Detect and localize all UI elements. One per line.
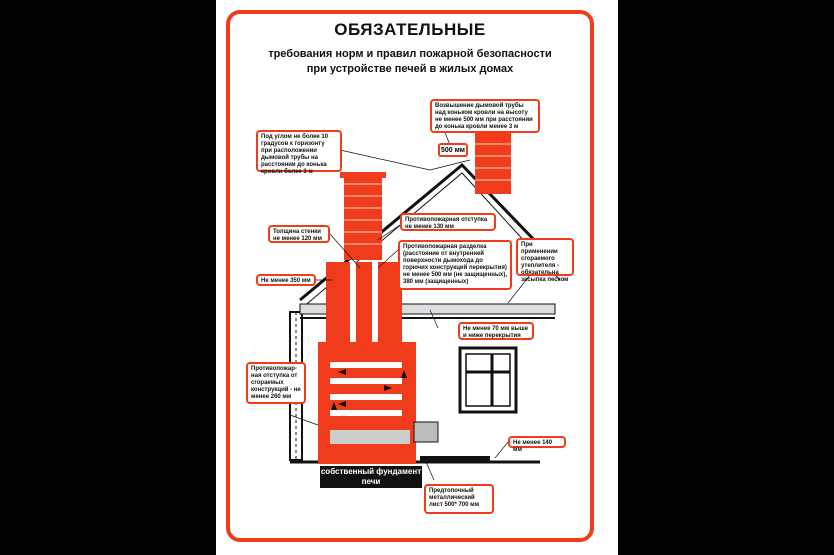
chimney-upper: [344, 172, 382, 260]
metal-sheet: [420, 456, 490, 462]
label-chimney-height: Возвышение дымовой трубы над коньком кровли на высоту не менее 500 мм при расстоянии до конька кровли менее 3 м: [430, 99, 540, 133]
label-angle: Под углом не более 10 градусов к горизонту при расположении дымовой трубы на расстоянии до конька кровли более 3 м: [256, 130, 342, 172]
poster-subtitle-1: требования норм и правил пожарной безопасности: [268, 48, 552, 60]
chimney-right: [475, 132, 511, 194]
poster-title: ОБЯЗАТЕЛЬНЫЕ: [334, 20, 486, 39]
label-fire-gap-130: Противопожарная отступка не менее 130 мм: [400, 213, 496, 231]
label-dim-500: 500 мм: [438, 143, 468, 157]
label-flap: При применении сгораемого утеплителя - обязательна засыпка песком: [516, 238, 574, 276]
poster-subtitle-2: при устройстве печей в жилых домах: [306, 63, 514, 75]
label-metal-sheet: Предтопочный металлический лист 500* 700 мм: [424, 484, 494, 514]
stove-door: [414, 422, 438, 442]
stove-body: [318, 342, 416, 464]
label-wall-120: Толщина стенки не менее 120 мм: [268, 225, 330, 243]
label-min-350: Не менее 350 мм: [256, 274, 316, 286]
window: [460, 348, 516, 412]
label-fire-break: Противопожарная разделка (расстояние от внутренней поверхности дымохода до горючих конструкций перекрытия) не менее 500 мм (не защищенных), 380 мм (защищенных): [398, 240, 512, 290]
label-min-70: Не менее 70 мм выше и ниже перекрытия: [458, 322, 534, 340]
label-foundation: собственный фундамент печи: [320, 467, 422, 486]
label-min-140: Не менее 140 мм: [508, 436, 566, 448]
label-fire-gap-260: Противопожар-ная отступка от сгораемых конструкций - не менее 260 мм: [246, 362, 306, 404]
firebox: [330, 430, 410, 444]
